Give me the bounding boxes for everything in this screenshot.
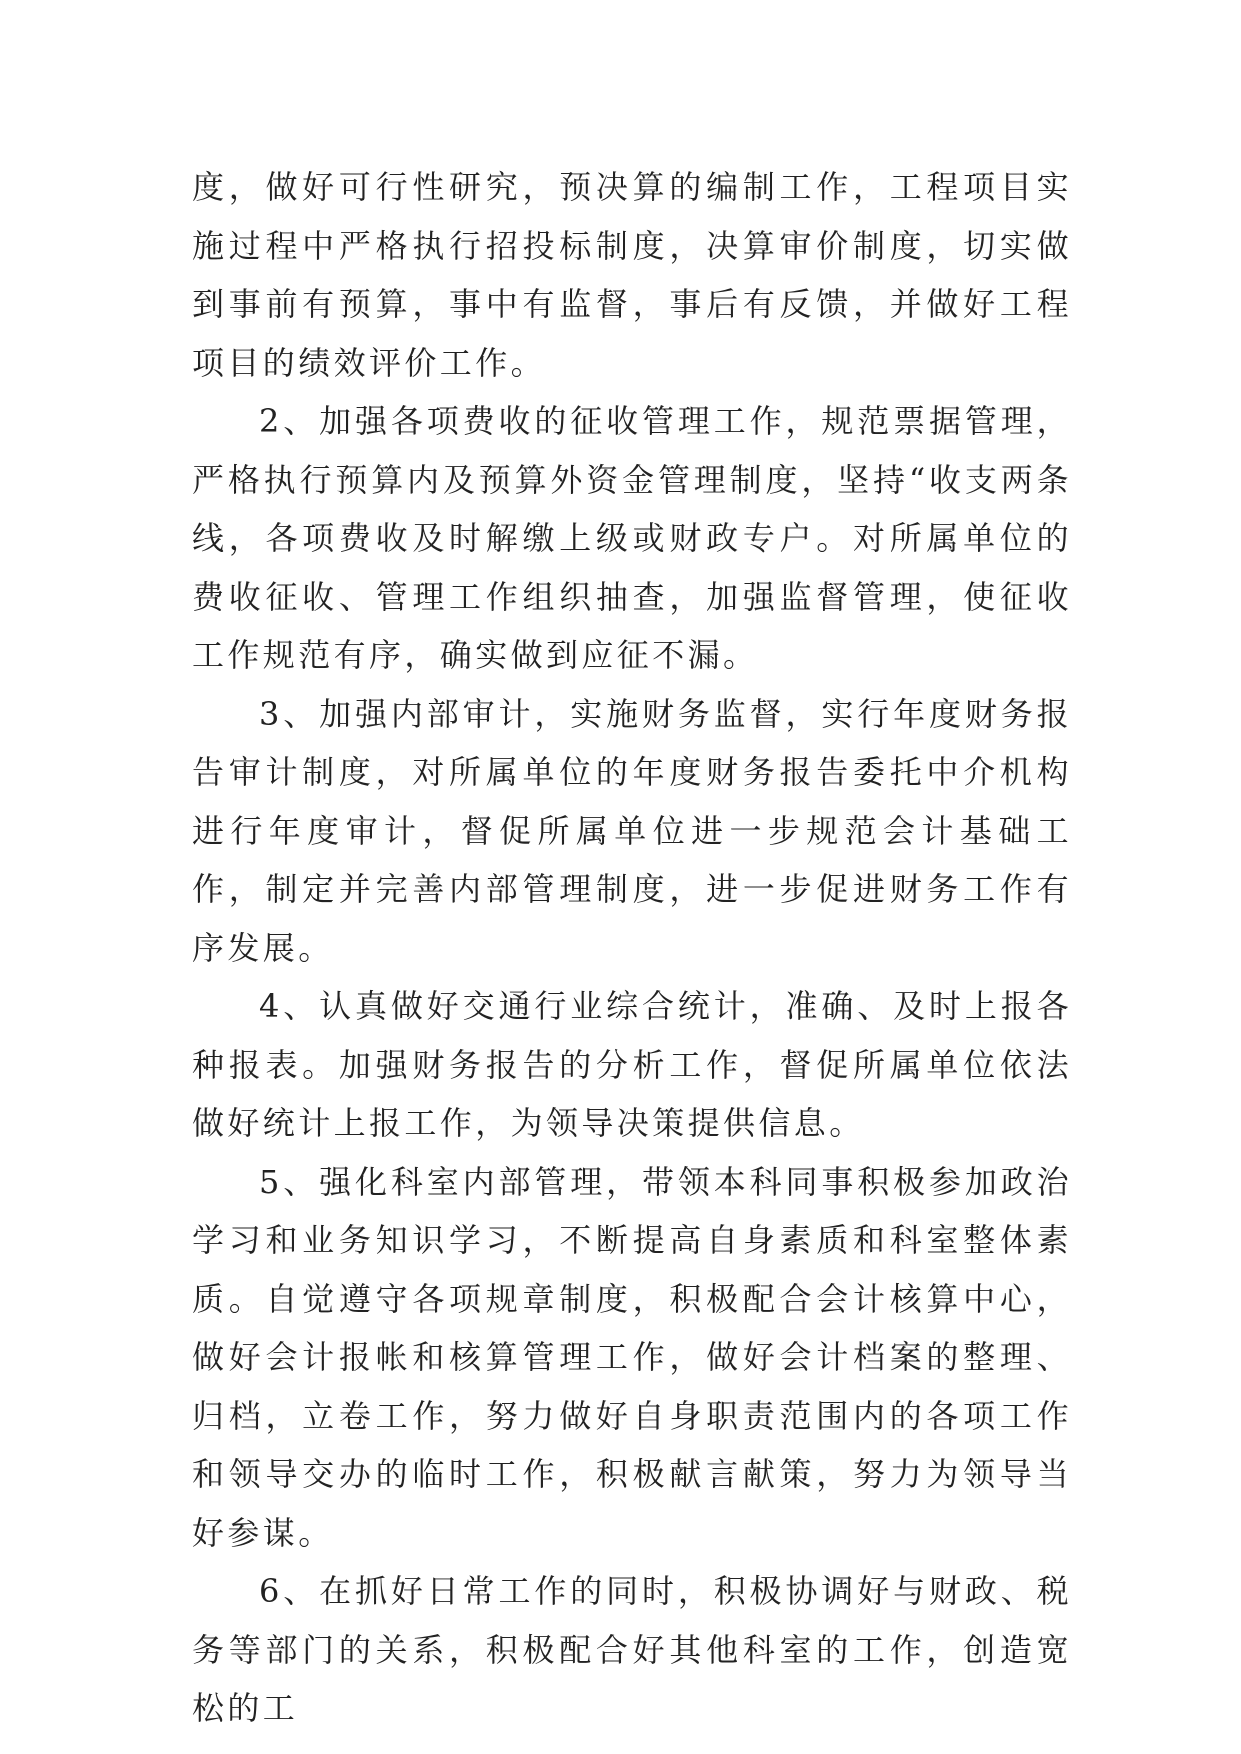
paragraph-item-5: 5、强化科室内部管理，带领本科同事积极参加政治学习和业务知识学习，不断提高自身素质和科室整体素质。自觉遵守各项规章制度，积极配合会计核算中心，做好会计报帐和核算管理工作，做好会计档案的整理、归档，立卷工作，努力做好自身职责范围内的各项工作和领导交办的临时工作，积极献言献策，努力为领导当好参谋。 — [192, 1162, 1072, 1552]
paragraph-item-6: 6、在抓好日常工作的同时，积极协调好与财政、税务等部门的关系，积极配合好其他科室的工作，创造宽松的工 — [192, 1572, 1072, 1727]
paragraph-continuation: 度，做好可行性研究，预决算的编制工作，工程项目实施过程中严格执行招投标制度，决算审价制度，切实做到事前有预算，事中有监督，事后有反馈，并做好工程项目的绩效评价工作。 — [192, 168, 1072, 382]
paragraph-item-2: 2、加强各项费收的征收管理工作，规范票据管理，严格执行预算内及预算外资金管理制度，坚持“收支两条线，各项费收及时解缴上级或财政专户。对所属单位的费收征收、管理工作组织抽查，加强监督管理，使征收工作规范有序，确实做到应征不漏。 — [192, 402, 1072, 674]
paragraph-item-4: 4、认真做好交通行业综合统计，准确、及时上报各种报表。加强财务报告的分析工作，督促所属单位依法做好统计上报工作，为领导决策提供信息。 — [192, 987, 1072, 1142]
paragraph-item-3: 3、加强内部审计，实施财务监督，实行年度财务报告审计制度，对所属单位的年度财务报告委托中介机构进行年度审计，督促所属单位进一步规范会计基础工作，制定并完善内部管理制度，进一步促进财务工作有序发展。 — [192, 694, 1072, 967]
document-body — [192, 158, 1072, 1738]
